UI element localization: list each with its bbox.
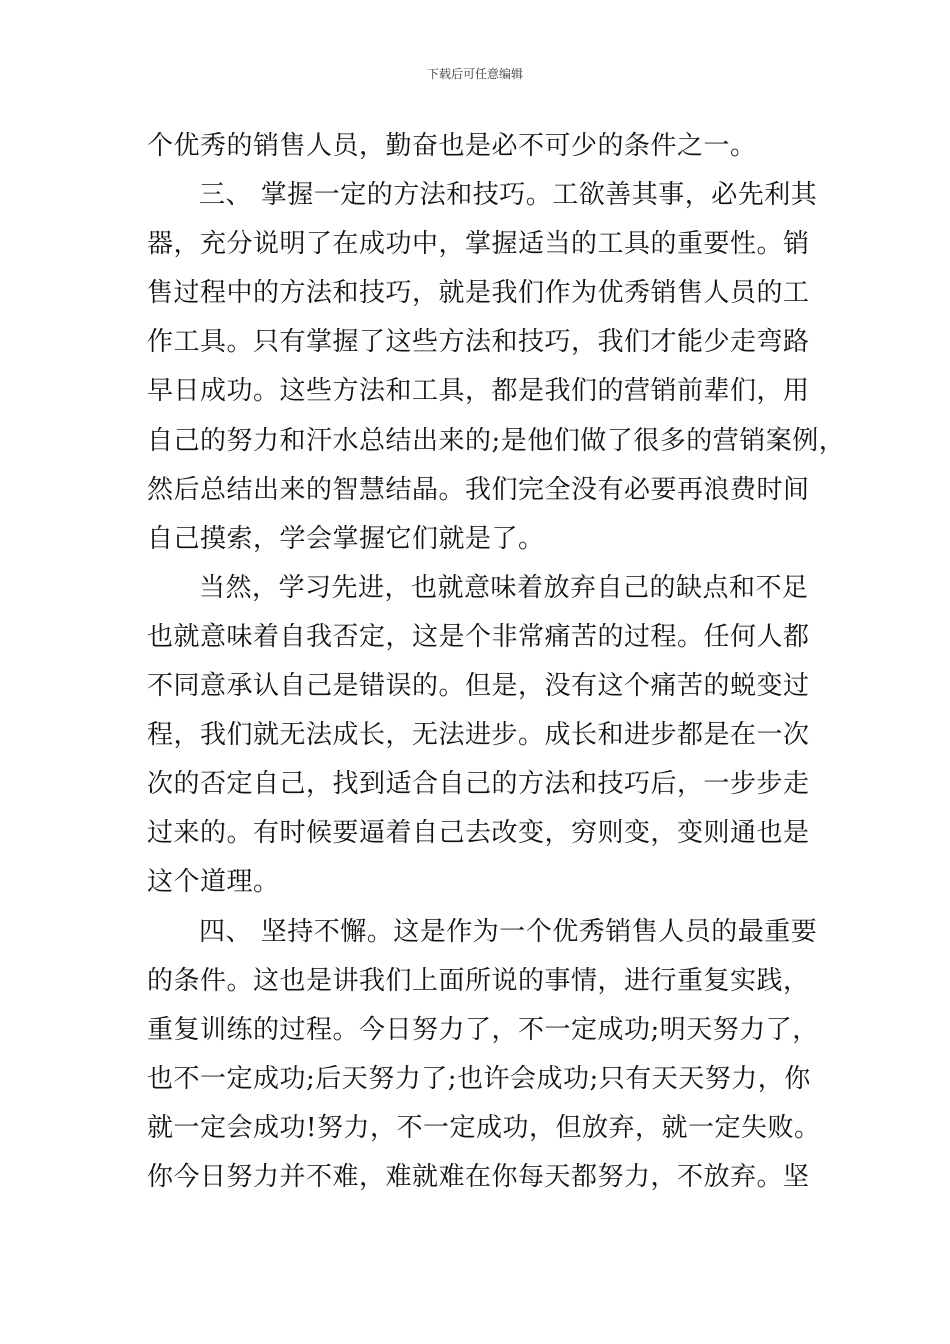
- text-line: 当然，学习先进，也就意味着放弃自己的缺点和不足: [199, 572, 809, 603]
- document-body: [147, 122, 846, 1202]
- text-line: 重复训练的过程。今日努力了，不一定成功;明天努力了，: [147, 1014, 819, 1045]
- text-line: 也就意味着自我否定，这是个非常痛苦的过程。任何人都: [147, 621, 810, 652]
- text-line: 早日成功。这些方法和工具，都是我们的营销前辈们，用: [147, 376, 810, 407]
- text-line: 这个道理。: [147, 867, 280, 898]
- text-line: 自己的努力和汗水总结出来的;是他们做了很多的营销案例，: [147, 425, 846, 456]
- text-line: 的条件。这也是讲我们上面所说的事情，进行重复实践，: [147, 965, 810, 996]
- page-header: 下载后可任意编辑: [426, 67, 523, 81]
- text-line: 三、 掌握一定的方法和技巧。工欲善其事，必先利其: [199, 180, 818, 211]
- text-line: 作工具。只有掌握了这些方法和技巧，我们才能少走弯路: [147, 327, 810, 358]
- text-line: 自己摸索，学会掌握它们就是了。: [147, 523, 545, 554]
- text-line: 就一定会成功!努力，不一定成功，但放弃，就一定失败。: [147, 1112, 821, 1143]
- text-line: 次的否定自己，找到适合自己的方法和技巧后，一步步走: [147, 769, 810, 800]
- text-line: 个优秀的销售人员，勤奋也是必不可少的条件之一。: [147, 131, 757, 161]
- text-line: 程，我们就无法成长，无法进步。成长和进步都是在一次: [147, 720, 810, 751]
- text-line: 售过程中的方法和技巧，就是我们作为优秀销售人员的工: [147, 278, 810, 309]
- text-line: 也不一定成功;后天努力了;也许会成功;只有天天努力，你: [147, 1063, 811, 1094]
- text-line: 不同意承认自己是错误的。但是，没有这个痛苦的蜕变过: [147, 671, 810, 702]
- text-line: 然后总结出来的智慧结晶。我们完全没有必要再浪费时间: [147, 474, 810, 505]
- text-line: 你今日努力并不难，难就难在你每天都努力，不放弃。坚: [147, 1161, 810, 1192]
- text-line: 器，充分说明了在成功中，掌握适当的工具的重要性。销: [147, 229, 810, 260]
- text-line: 四、 坚持不懈。这是作为一个优秀销售人员的最重要: [199, 916, 818, 947]
- text-line: 过来的。有时候要逼着自己去改变，穷则变，变则通也是: [147, 818, 810, 849]
